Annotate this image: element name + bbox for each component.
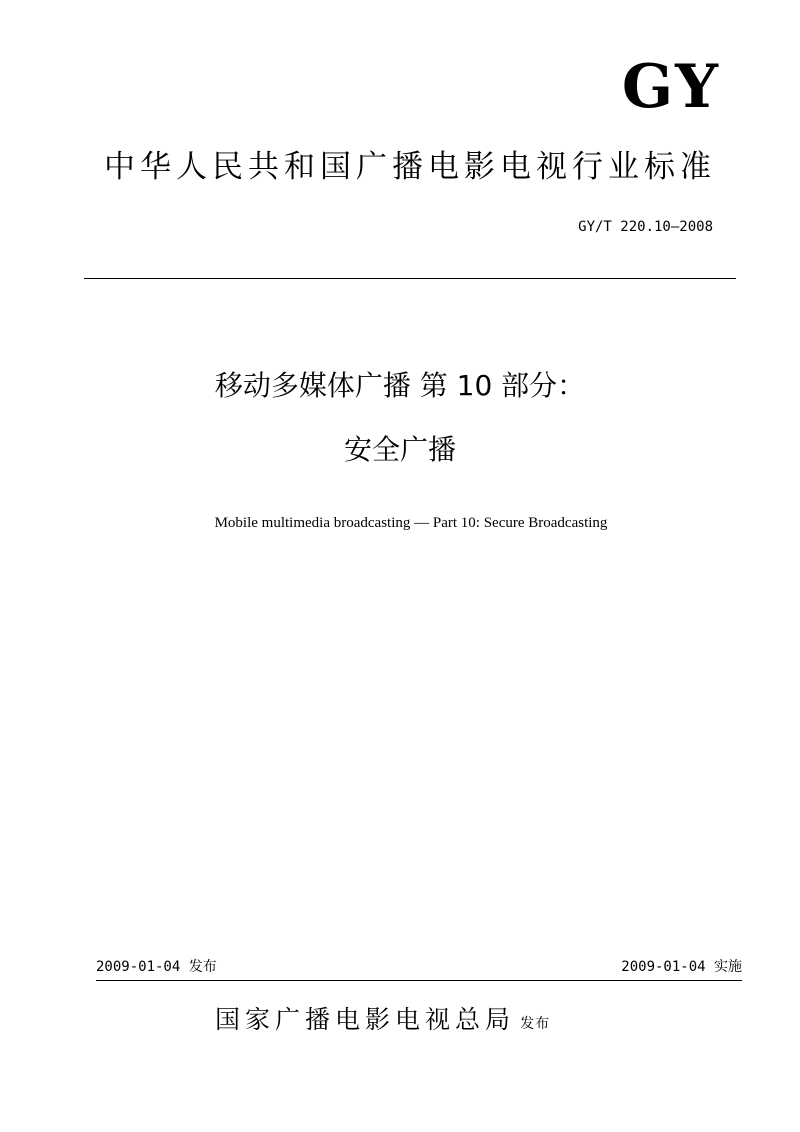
issuer-suffix: 发布 <box>520 1016 551 1032</box>
gy-logo: GY <box>621 52 720 122</box>
standard-number: GY/T 220.10—2008 <box>578 219 713 235</box>
document-title-cn-line1: 移动多媒体广播 第 10 部分： <box>214 369 586 402</box>
implement-date: 2009-01-04 实施 <box>621 959 742 975</box>
document-title-cn-line2: 安全广播 <box>343 433 456 466</box>
issuer-line <box>215 1000 635 1044</box>
top-divider <box>84 278 736 279</box>
standard-category-title: 中华人民共和国广播电影电视行业标准 <box>104 149 716 185</box>
bottom-divider <box>96 980 742 981</box>
issuer-name: 国家广播电影电视总局 <box>215 1005 516 1034</box>
publish-date: 2009-01-04 发布 <box>96 959 217 975</box>
document-title-en: Mobile multimedia broadcasting — Part 10: Secure Broadcasting <box>214 515 608 531</box>
